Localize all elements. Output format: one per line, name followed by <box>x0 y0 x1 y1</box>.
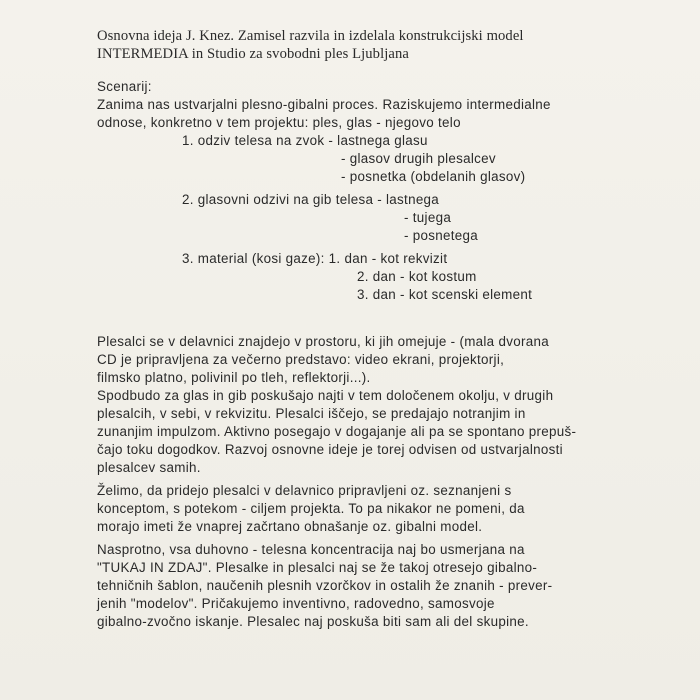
scenario-heading: Scenarij: <box>97 79 152 94</box>
scenario-intro-line-2: odnose, konkretno v tem projektu: ples, glas - njegovo telo <box>97 115 461 130</box>
paragraph-3-line-1: Nasprotno, vsa duhovno - telesna koncentracija naj bo usmerjana na <box>97 542 525 557</box>
list-item-3-line-3: 3. dan - kot scenski element <box>357 287 533 302</box>
paragraph-1-line-3: filmsko platno, polivinil po tleh, reflektorji...). <box>97 370 371 385</box>
list-item-2-line-1: 2. glasovni odzivi na gib telesa - lastnega <box>182 192 440 207</box>
paragraph-1-line-6: zunanjim impulzom. Aktivno posegajo v dogajanje ali pa se spontano prepuš- <box>97 424 577 439</box>
paragraph-2-line-1: Želimo, da pridejo plesalci v delavnico pripravljeni oz. seznanjeni s <box>97 483 512 498</box>
list-item-3-line-1: 3. material (kosi gaze): 1. dan - kot rekvizit <box>182 251 448 266</box>
paragraph-3-line-4: jenih "modelov". Pričakujemo inventivno, radovedno, samosvoje <box>97 596 495 611</box>
paragraph-3-line-3: tehničnih šablon, naučenih plesnih vzorčkov in ostalih že znanih - prever- <box>97 578 553 593</box>
header-line-2: INTERMEDIA in Studio za svobodni ples Ljubljana <box>97 46 409 62</box>
paragraph-1-line-4: Spodbudo za glas in gib poskušajo najti v tem določenem okolju, v drugih <box>97 388 554 403</box>
list-item-1-line-3: - posnetka (obdelanih glasov) <box>341 169 526 184</box>
list-item-3-line-2: 2. dan - kot kostum <box>357 269 477 284</box>
paragraph-1-line-5: plesalcih, v sebi, v rekvizitu. Plesalci iščejo, se predajajo notranjim in <box>97 406 526 421</box>
paragraph-1-line-7: čajo toku dogodkov. Razvoj osnovne ideje je torej odvisen od ustvarjalnosti <box>97 442 563 457</box>
paragraph-3-line-2: "TUKAJ IN ZDAJ". Plesalke in plesalci naj se že takoj otresejo gibalno- <box>97 560 538 575</box>
list-item-1-line-1: 1. odziv telesa na zvok - lastnega glasu <box>182 133 428 148</box>
list-item-2-line-2: - tujega <box>404 210 452 225</box>
list-item-1-line-2: - glasov drugih plesalcev <box>341 151 496 166</box>
list-item-2-line-3: - posnetega <box>404 228 479 243</box>
paragraph-2-line-3: morajo imeti že vnaprej začrtano obnašanje oz. gibalni model. <box>97 519 483 534</box>
paragraph-1-line-2: CD je pripravljena za večerno predstavo: video ekrani, projektorji, <box>97 352 505 367</box>
scenario-intro-line-1: Zanima nas ustvarjalni plesno-gibalni proces. Raziskujemo intermedialne <box>97 97 551 112</box>
paragraph-1-line-1: Plesalci se v delavnici znajdejo v prostoru, ki jih omejuje - (mala dvorana <box>97 334 549 349</box>
paragraph-3-line-5: gibalno-zvočno iskanje. Plesalec naj poskuša biti sam ali del skupine. <box>97 614 529 629</box>
paragraph-2-line-2: konceptom, s potekom - ciljem projekta. To pa nikakor ne pomeni, da <box>97 501 525 516</box>
header-line-1: Osnovna ideja J. Knez. Zamisel razvila in izdelala konstrukcijski model <box>97 28 524 44</box>
paragraph-1-line-8: plesalcev samih. <box>97 460 201 475</box>
